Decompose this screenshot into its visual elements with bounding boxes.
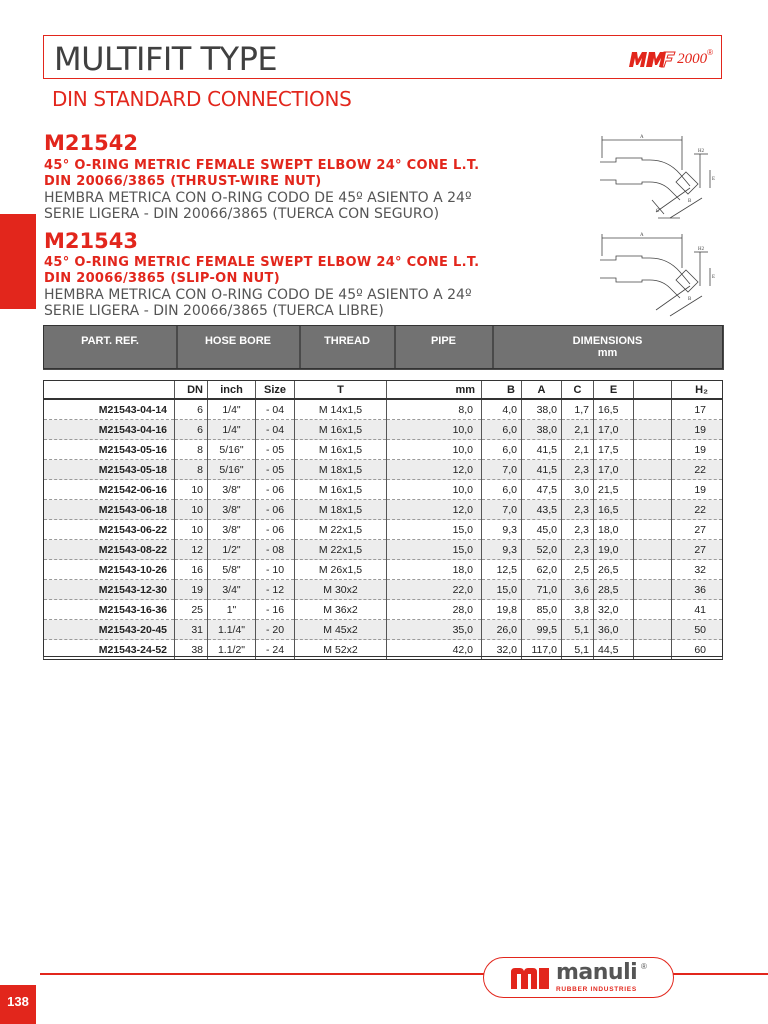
cell-pipe-mm: 10,0 — [387, 440, 482, 460]
cell-thread: M 22x1,5 — [295, 540, 387, 560]
cell-h2: 19 — [672, 420, 723, 440]
cell-thread: M 16x1,5 — [295, 420, 387, 440]
table-row — [44, 640, 723, 660]
cell-inch: 5/16" — [208, 440, 256, 460]
side-tab-marker — [0, 214, 36, 309]
cell-part-ref: M21542-06-16 — [44, 480, 175, 500]
cell-dn: 8 — [175, 460, 208, 480]
cell-inch: 3/4" — [208, 580, 256, 600]
cell-c: 2,5 — [562, 560, 594, 580]
cell-thread: M 52x2 — [295, 640, 387, 660]
cell-dn: 6 — [175, 420, 208, 440]
cell-inch: 5/16" — [208, 460, 256, 480]
cell-blank — [634, 460, 672, 480]
header-dimensions-unit: mm — [597, 347, 618, 359]
cell-dn: 31 — [175, 620, 208, 640]
spec-table-header — [43, 325, 723, 369]
cell-pipe-mm: 22,0 — [387, 580, 482, 600]
cell-a: 52,0 — [522, 540, 562, 560]
cell-b: 32,0 — [482, 640, 522, 660]
cell-h2: 32 — [672, 560, 723, 580]
cell-pipe-mm: 10,0 — [387, 420, 482, 440]
dim-label-b: B — [688, 199, 692, 204]
cell-a: 47,5 — [522, 480, 562, 500]
cell-part-ref: M21543-05-16 — [44, 440, 175, 460]
section-subtitle: DIN STANDARD CONNECTIONS — [52, 87, 352, 111]
cell-e: 16,5 — [594, 500, 634, 520]
cell-h2: 17 — [672, 399, 723, 420]
col-header-size: Size — [256, 381, 295, 400]
col-header-e: E — [594, 381, 634, 400]
cell-a: 117,0 — [522, 640, 562, 660]
footer-tagline: RUBBER INDUSTRIES — [556, 986, 637, 993]
table-row — [44, 440, 723, 460]
cell-part-ref: M21543-06-18 — [44, 500, 175, 520]
cell-b: 6,0 — [482, 420, 522, 440]
cell-size: - 04 — [256, 399, 295, 420]
cell-part-ref: M21543-05-18 — [44, 460, 175, 480]
brand-reg: ® — [707, 48, 713, 57]
cell-part-ref: M21543-08-22 — [44, 540, 175, 560]
cell-c: 3,6 — [562, 580, 594, 600]
cell-dn: 12 — [175, 540, 208, 560]
cell-thread: M 36x2 — [295, 600, 387, 620]
cell-e: 44,5 — [594, 640, 634, 660]
cell-pipe-mm: 15,0 — [387, 520, 482, 540]
cell-e: 18,0 — [594, 520, 634, 540]
cell-blank — [634, 580, 672, 600]
product-desc-en-line: 45° O-RING METRIC FEMALE SWEPT ELBOW 24° CONE L.T. — [44, 255, 480, 270]
cell-pipe-mm: 15,0 — [387, 540, 482, 560]
cell-dn: 10 — [175, 520, 208, 540]
cell-pipe-mm: 8,0 — [387, 399, 482, 420]
product-code: M21543 — [44, 229, 138, 253]
cell-h2: 22 — [672, 500, 723, 520]
cell-b: 19,8 — [482, 600, 522, 620]
dim-label-c: C — [656, 209, 660, 214]
cell-b: 6,0 — [482, 480, 522, 500]
page-title — [54, 40, 277, 78]
cell-h2: 22 — [672, 460, 723, 480]
cell-a: 43,5 — [522, 500, 562, 520]
table-row — [44, 580, 723, 600]
cell-blank — [634, 640, 672, 660]
cell-pipe-mm: 28,0 — [387, 600, 482, 620]
cell-e: 28,5 — [594, 580, 634, 600]
col-header-a: A — [522, 381, 562, 400]
cell-h2: 19 — [672, 480, 723, 500]
cell-inch: 5/8" — [208, 560, 256, 580]
dim-label-a: A — [640, 135, 644, 140]
cell-thread: M 14x1,5 — [295, 399, 387, 420]
cell-part-ref: M21543-24-52 — [44, 640, 175, 660]
fitting-drawing-thrust-wire — [590, 130, 730, 222]
cell-c: 2,3 — [562, 520, 594, 540]
cell-dn: 8 — [175, 440, 208, 460]
cell-size: - 06 — [256, 520, 295, 540]
cell-dn: 10 — [175, 480, 208, 500]
cell-a: 99,5 — [522, 620, 562, 640]
cell-e: 26,5 — [594, 560, 634, 580]
cell-part-ref: M21543-16-36 — [44, 600, 175, 620]
table-row — [44, 600, 723, 620]
cell-b: 15,0 — [482, 580, 522, 600]
cell-h2: 19 — [672, 440, 723, 460]
cell-a: 45,0 — [522, 520, 562, 540]
cell-b: 12,5 — [482, 560, 522, 580]
col-header-h2: H₂ — [672, 381, 723, 400]
cell-e: 21,5 — [594, 480, 634, 500]
cell-c: 3,0 — [562, 480, 594, 500]
cell-b: 4,0 — [482, 399, 522, 420]
col-header-dn: DN — [175, 381, 208, 400]
dim-label-b: B — [688, 297, 692, 302]
cell-h2: 60 — [672, 640, 723, 660]
cell-a: 62,0 — [522, 560, 562, 580]
cell-a: 71,0 — [522, 580, 562, 600]
product-desc-es-line: SERIE LIGERA - DIN 20066/3865 (TUERCA LIBRE) — [44, 303, 384, 319]
product-desc-es-line: HEMBRA METRICA CON O-RING CODO DE 45º ASIENTO A 24º — [44, 287, 472, 303]
cell-dn: 38 — [175, 640, 208, 660]
cell-blank — [634, 540, 672, 560]
cell-blank — [634, 480, 672, 500]
cell-inch: 3/8" — [208, 500, 256, 520]
cell-inch: 1/4" — [208, 420, 256, 440]
fitting-drawing-slip-on — [590, 228, 730, 320]
table-row — [44, 520, 723, 540]
cell-b: 6,0 — [482, 440, 522, 460]
cell-b: 9,3 — [482, 540, 522, 560]
col-header-empty — [634, 381, 672, 400]
cell-part-ref: M21543-06-22 — [44, 520, 175, 540]
table-row — [44, 500, 723, 520]
cell-c: 5,1 — [562, 640, 594, 660]
table-row — [44, 620, 723, 640]
header-part-ref: PART. REF. — [44, 326, 177, 369]
mf-logo-icon — [628, 50, 676, 68]
cell-c: 5,1 — [562, 620, 594, 640]
cell-c: 3,8 — [562, 600, 594, 620]
cell-pipe-mm: 12,0 — [387, 460, 482, 480]
cell-c: 2,1 — [562, 420, 594, 440]
cell-size: - 08 — [256, 540, 295, 560]
cell-pipe-mm: 12,0 — [387, 500, 482, 520]
dim-label-e: E — [712, 275, 716, 280]
table-row — [44, 420, 723, 440]
cell-blank — [634, 520, 672, 540]
product-desc-es — [44, 190, 524, 222]
cell-c: 2,3 — [562, 460, 594, 480]
cell-size: - 16 — [256, 600, 295, 620]
cell-pipe-mm: 35,0 — [387, 620, 482, 640]
cell-blank — [634, 600, 672, 620]
header-thread: THREAD — [300, 326, 395, 369]
page-title-text: MULTIFIT TYPE — [54, 40, 278, 78]
cell-size: - 24 — [256, 640, 295, 660]
cell-size: - 20 — [256, 620, 295, 640]
cell-size: - 06 — [256, 500, 295, 520]
cell-dn: 19 — [175, 580, 208, 600]
footer-brand-name: manuli — [556, 960, 638, 985]
cell-part-ref: M21543-10-26 — [44, 560, 175, 580]
cell-thread: M 16x1,5 — [295, 480, 387, 500]
table-row — [44, 560, 723, 580]
cell-c: 2,3 — [562, 500, 594, 520]
dim-label-e: E — [712, 177, 716, 182]
cell-blank — [634, 440, 672, 460]
cell-size: - 04 — [256, 420, 295, 440]
cell-a: 41,5 — [522, 440, 562, 460]
cell-e: 17,0 — [594, 420, 634, 440]
cell-dn: 10 — [175, 500, 208, 520]
cell-size: - 10 — [256, 560, 295, 580]
cell-thread: M 18x1,5 — [295, 500, 387, 520]
cell-c: 2,1 — [562, 440, 594, 460]
cell-h2: 27 — [672, 540, 723, 560]
title-box — [43, 35, 722, 79]
product-code: M21542 — [44, 131, 138, 155]
header-pipe: PIPE — [395, 326, 493, 369]
cell-inch: 1.1/2" — [208, 640, 256, 660]
cell-pipe-mm: 18,0 — [387, 560, 482, 580]
dim-label-h2: H2 — [698, 247, 705, 252]
cell-thread: M 45x2 — [295, 620, 387, 640]
cell-pipe-mm: 10,0 — [387, 480, 482, 500]
cell-h2: 27 — [672, 520, 723, 540]
cell-blank — [634, 420, 672, 440]
col-header-blank — [44, 381, 175, 400]
cell-size: - 05 — [256, 460, 295, 480]
product-desc-en-line: DIN 20066/3865 (SLIP-ON NUT) — [44, 271, 280, 286]
cell-inch: 1" — [208, 600, 256, 620]
header-dimensions-label: DIMENSIONS — [572, 335, 643, 347]
cell-thread: M 18x1,5 — [295, 460, 387, 480]
cell-e: 17,5 — [594, 440, 634, 460]
product-desc-en — [44, 158, 514, 190]
cell-dn: 16 — [175, 560, 208, 580]
product-desc-es-line: HEMBRA METRICA CON O-RING CODO DE 45º ASIENTO A 24º — [44, 190, 472, 206]
cell-c: 1,7 — [562, 399, 594, 420]
product-desc-es-line: SERIE LIGERA - DIN 20066/3865 (TUERCA CON SEGURO) — [44, 206, 440, 222]
cell-e: 36,0 — [594, 620, 634, 640]
cell-size: - 12 — [256, 580, 295, 600]
dim-label-h2: H2 — [698, 149, 705, 154]
cell-b: 9,3 — [482, 520, 522, 540]
cell-a: 38,0 — [522, 399, 562, 420]
mf2000-logo — [628, 46, 713, 72]
cell-a: 41,5 — [522, 460, 562, 480]
cell-e: 16,5 — [594, 399, 634, 420]
col-header-mm: mm — [387, 381, 482, 400]
product-desc-es — [44, 287, 524, 319]
product-desc-en-line: DIN 20066/3865 (THRUST-WIRE NUT) — [44, 174, 322, 189]
manuli-logo — [483, 957, 674, 998]
cell-inch: 1/2" — [208, 540, 256, 560]
cell-inch: 1.1/4" — [208, 620, 256, 640]
cell-e: 32,0 — [594, 600, 634, 620]
product-desc-en — [44, 255, 514, 287]
cell-a: 38,0 — [522, 420, 562, 440]
cell-pipe-mm: 42,0 — [387, 640, 482, 660]
dim-label-a: A — [640, 233, 644, 238]
cell-thread: M 16x1,5 — [295, 440, 387, 460]
manuli-mark-icon — [510, 966, 550, 990]
cell-thread: M 22x1,5 — [295, 520, 387, 540]
table-row — [44, 460, 723, 480]
cell-blank — [634, 620, 672, 640]
cell-size: - 05 — [256, 440, 295, 460]
cell-dn: 6 — [175, 399, 208, 420]
cell-inch: 3/8" — [208, 520, 256, 540]
table-row — [44, 480, 723, 500]
cell-part-ref: M21543-04-16 — [44, 420, 175, 440]
cell-inch: 1/4" — [208, 399, 256, 420]
cell-b: 26,0 — [482, 620, 522, 640]
cell-e: 19,0 — [594, 540, 634, 560]
cell-part-ref: M21543-20-45 — [44, 620, 175, 640]
cell-h2: 50 — [672, 620, 723, 640]
cell-inch: 3/8" — [208, 480, 256, 500]
column-header-row — [44, 381, 723, 400]
cell-b: 7,0 — [482, 500, 522, 520]
col-header-c: C — [562, 381, 594, 400]
spec-data-table — [43, 380, 723, 660]
cell-b: 7,0 — [482, 460, 522, 480]
header-hose-bore: HOSE BORE — [177, 326, 300, 369]
col-header-b: B — [482, 381, 522, 400]
footer-brand-reg: ® — [641, 962, 647, 971]
cell-a: 85,0 — [522, 600, 562, 620]
page-number: 138 — [0, 985, 36, 1024]
cell-part-ref: M21543-04-14 — [44, 399, 175, 420]
cell-blank — [634, 500, 672, 520]
cell-thread: M 30x2 — [295, 580, 387, 600]
cell-h2: 41 — [672, 600, 723, 620]
col-header-t: T — [295, 381, 387, 400]
cell-dn: 25 — [175, 600, 208, 620]
cell-size: - 06 — [256, 480, 295, 500]
cell-blank — [634, 560, 672, 580]
header-dimensions — [493, 326, 723, 369]
cell-e: 17,0 — [594, 460, 634, 480]
product-desc-en-line: 45° O-RING METRIC FEMALE SWEPT ELBOW 24° CONE L.T. — [44, 158, 480, 173]
table-row — [44, 399, 723, 420]
cell-h2: 36 — [672, 580, 723, 600]
brand-suffix: 2000 — [677, 50, 708, 67]
table-row — [44, 540, 723, 560]
cell-part-ref: M21543-12-30 — [44, 580, 175, 600]
cell-blank — [634, 399, 672, 420]
cell-thread: M 26x1,5 — [295, 560, 387, 580]
cell-c: 2,3 — [562, 540, 594, 560]
col-header-inch: inch — [208, 381, 256, 400]
